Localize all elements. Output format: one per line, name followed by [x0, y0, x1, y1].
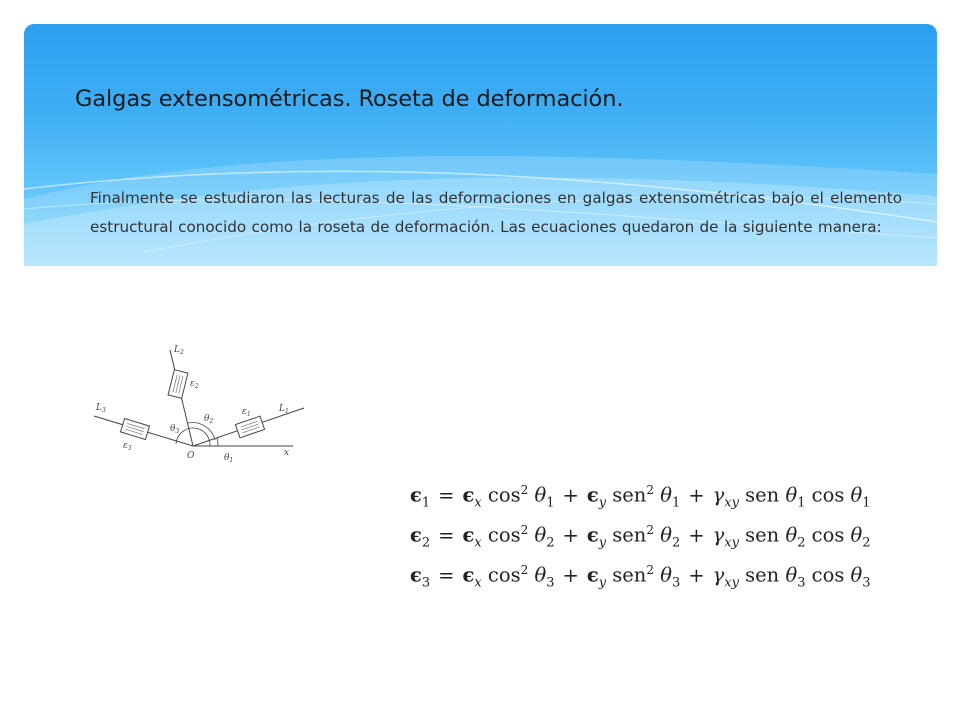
gauge-3-rect: [121, 419, 150, 440]
label-x-axis: x: [284, 448, 290, 458]
strain-rosette-figure: [78, 330, 310, 465]
slide-title: Galgas extensométricas. Roseta de deformación.: [75, 86, 624, 112]
label-origin: O: [187, 451, 195, 461]
label-L2: $L_2$: [174, 345, 184, 356]
label-L1: $L_1$: [279, 404, 289, 415]
equation-3: $\epsilon_3 = \epsilon_x$ $\cos^2 \theta_3 + \epsilon_y$ sen$^2$ $\theta_3 + \gamma_{xy}$ sen $\theta_3$ $\cos \theta_3$: [410, 563, 871, 591]
theta-1-arc: [217, 438, 218, 446]
label-e2: $\varepsilon_2$: [190, 379, 199, 390]
theta-2-arc: [188, 423, 215, 440]
gauge-2-rect: [168, 370, 188, 399]
label-theta-1: $\theta_1$: [224, 453, 234, 464]
gauge-1-rect: [235, 416, 264, 438]
label-L3: $L_3$: [96, 403, 106, 414]
label-theta-3: $\theta_3$: [170, 424, 180, 435]
label-theta-2: $\theta_2$: [204, 414, 214, 425]
theta-3-arc: [176, 428, 210, 446]
label-e1: $\varepsilon_1$: [242, 407, 251, 418]
strain-equations: [410, 470, 880, 590]
equation-1: $\epsilon_1 = \epsilon_x$ $\cos^2 \theta_1 + \epsilon_y$ sen$^2$ $\theta_1 + \gamma_{xy}$ sen $\theta_1$ $\cos \theta_1$: [410, 483, 871, 511]
equation-2: $\epsilon_2 = \epsilon_x$ $\cos^2 \theta_2 + \epsilon_y$ sen$^2$ $\theta_2 + \gamma_{xy}$ sen $\theta_2$ $\cos \theta_2$: [410, 523, 871, 551]
slide-body-text: Finalmente se estudiaron las lecturas de las deformaciones en galgas extensométricas bajo el elemento estructural conocido como la roseta de deformación. Las ecuaciones quedaron de la siguiente manera:: [90, 189, 902, 236]
label-e3: $\varepsilon_3$: [123, 441, 132, 452]
